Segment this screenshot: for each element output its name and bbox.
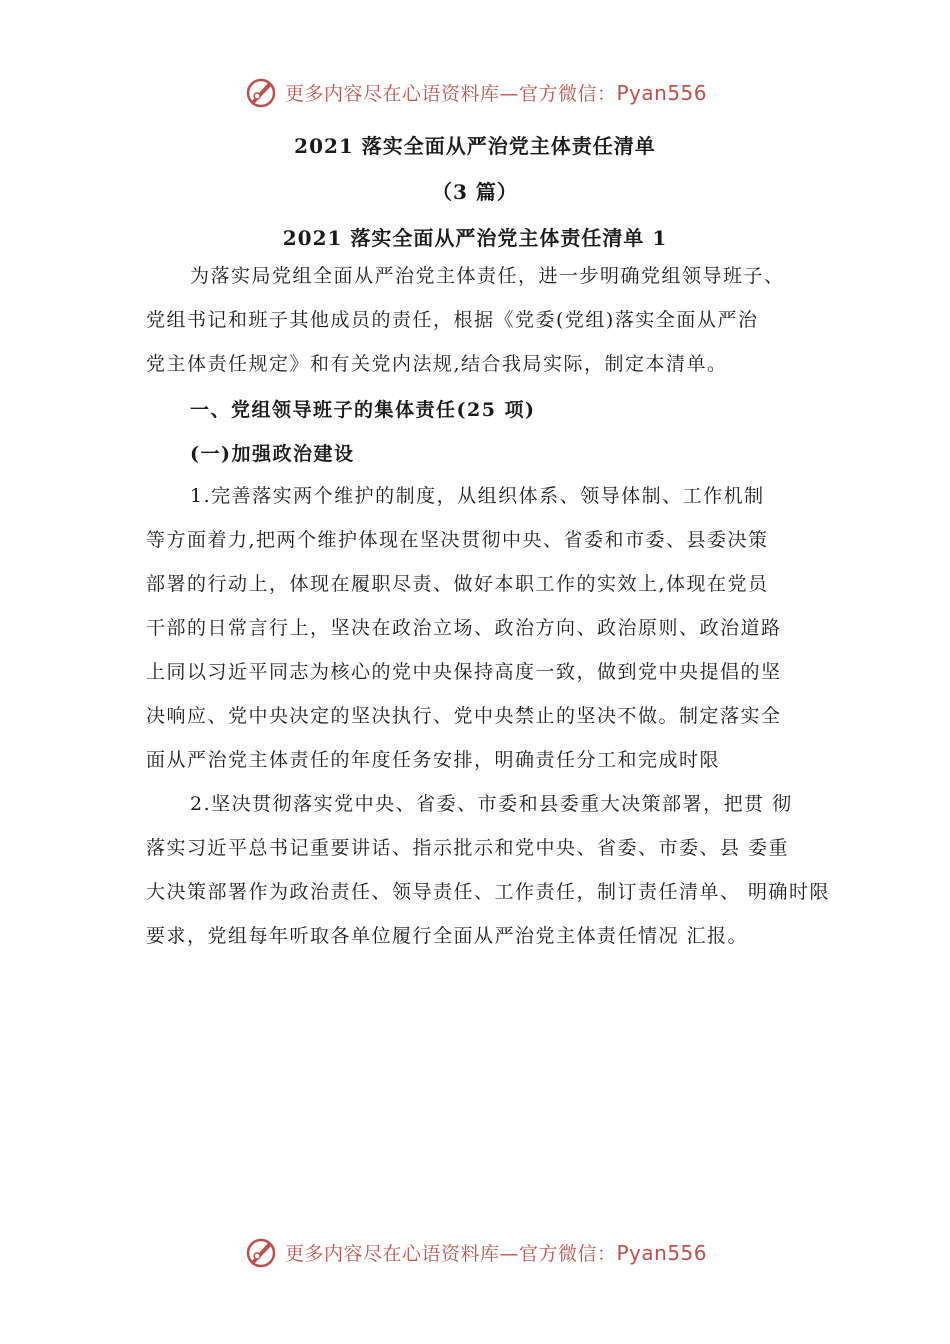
- intro-line: 为落实局党组全面从严治党主体责任，进一步明确党组领导班子、: [190, 265, 785, 287]
- document-subtitle: （3 篇）: [432, 180, 518, 204]
- item1-line: 1.完善落实两个维护的制度，从组织体系、领导体制、工作机制: [190, 485, 765, 507]
- intro-line: 党组书记和班子其他成员的责任，根据《党委(党组)落实全面从严治: [146, 309, 759, 331]
- item2-line: 落实习近平总书记重要讲话、指示批示和党中央、省委、市委、县 委重: [146, 837, 790, 859]
- banner-text: 更多内容尽在心语资料库—官方微信：Pyan556: [284, 1240, 708, 1265]
- document-title: 2021 落实全面从严治党主体责任清单: [294, 134, 656, 158]
- wechat-id: Pyan556: [616, 80, 708, 105]
- item2-line: 2.坚决贯彻落实党中央、省委、市委和县委重大决策部署，把贯 彻: [190, 793, 793, 815]
- item1-line: 干部的日常言行上，坚决在政治立场、政治方向、政治原则、政治道路: [146, 617, 782, 639]
- heading-collective-responsibility: 一、党组领导班子的集体责任(25 项): [190, 399, 536, 421]
- section-title: 2021 落实全面从严治党主体责任清单 1: [282, 226, 668, 250]
- wechat-id: Pyan556: [616, 1240, 708, 1265]
- item1-line: 上同以习近平同志为核心的党中央保持高度一致，做到党中央提倡的坚: [146, 661, 782, 683]
- item1-line: 部署的行动上，体现在履职尽责、做好本职工作的实效上,体现在党员: [146, 573, 769, 595]
- item1-line: 面从严治党主体责任的年度任务安排，明确责任分工和完成时限: [146, 749, 721, 771]
- watermark-banner-top: [0, 72, 950, 112]
- item1-line: 等方面着力,把两个维护体现在坚决贯彻中央、省委和市委、县委决策: [146, 529, 769, 551]
- item2-line: 大决策部署作为政治责任、领导责任、工作责任，制订责任清单、 明确时限: [146, 881, 831, 903]
- item2-line: 要求，党组每年听取各单位履行全面从严治党主体责任情况 汇报。: [146, 925, 749, 947]
- banner-text: 更多内容尽在心语资料库—官方微信：Pyan556: [284, 80, 708, 105]
- intro-line: 党主体责任规定》和有关党内法规,结合我局实际，制定本清单。: [146, 353, 728, 375]
- item1-line: 决响应、党中央决定的坚决执行、党中央禁止的坚决不做。制定落实全: [146, 705, 782, 727]
- watermark-banner-bottom: [0, 1232, 950, 1272]
- brand-logo-icon: [243, 74, 279, 110]
- heading-political-construction: (一)加强政治建设: [190, 443, 355, 465]
- brand-logo-icon: [243, 1234, 279, 1270]
